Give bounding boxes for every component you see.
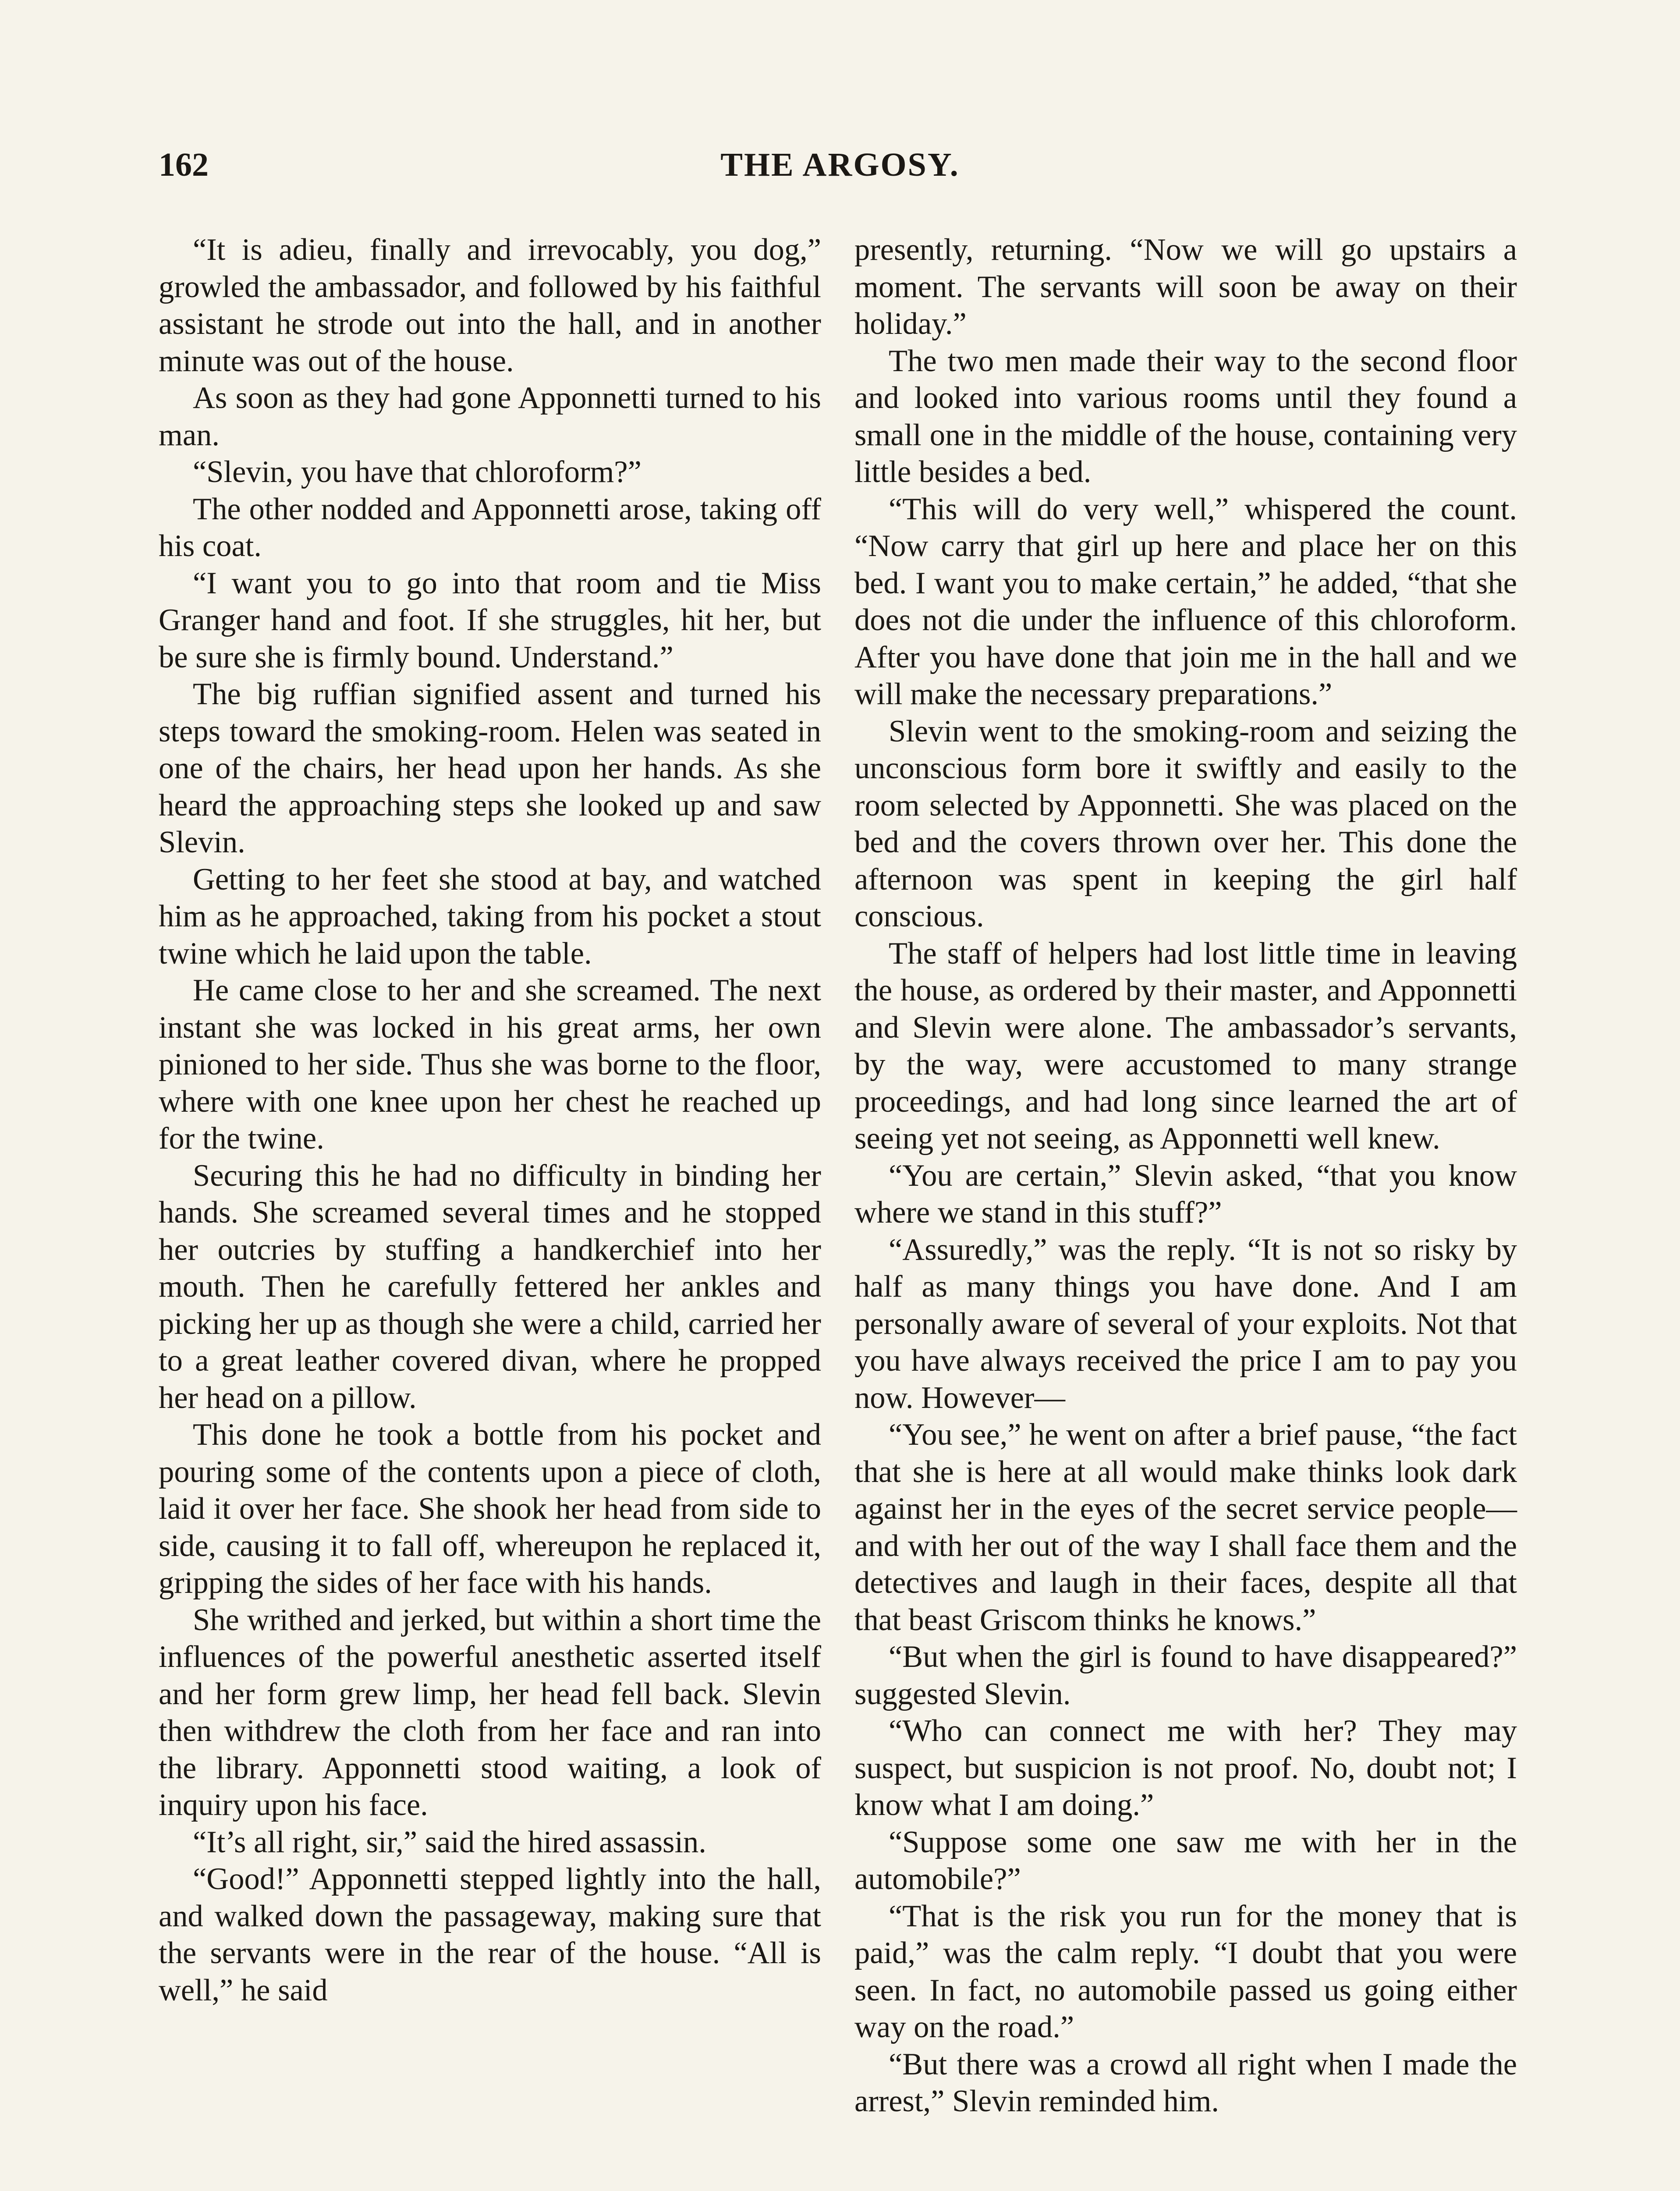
- paragraph: “But there was a crowd all right when I made the arrest,” Slevin reminded him.: [854, 2047, 1517, 2118]
- page-number: 162: [159, 146, 209, 183]
- paragraph: “You are certain,” Slevin asked, “that you know where we stand in this stuff?”: [854, 1158, 1517, 1230]
- paragraph: “It’s all right, sir,” said the hired assassin.: [193, 1825, 706, 1859]
- paragraph: Slevin went to the smoking-room and seizing the unconscious form bore it swiftly and easily to the room selected by Apponnetti. She was placed on the bed and the covers thrown over her. This done the afternoon was spent in keeping the girl half conscious.: [854, 714, 1517, 933]
- paragraph: “Suppose some one saw me with her in the automobile?”: [854, 1825, 1517, 1896]
- paragraph: The two men made their way to the second floor and looked into various rooms until they found a small one in the middle of the house, containing very little besides a bed.: [854, 344, 1517, 489]
- paragraph: The other nodded and Apponnetti arose, taking off his coat.: [159, 492, 821, 563]
- paragraph: “Slevin, you have that chloroform?”: [193, 455, 642, 489]
- paragraph: “But when the girl is found to have disappeared?” suggested Slevin.: [854, 1640, 1517, 1711]
- paragraph: This done he took a bottle from his pocket and pouring some of the contents upon a piece of cloth, laid it over her face. She shook her head from side to side, causing it to fall off, whereupon he replaced it, gripping the sides of her face with his hands.: [159, 1418, 821, 1600]
- paragraph: The big ruffian signified assent and turned his steps toward the smoking-room. Helen was seated in one of the chairs, her head upon her hands. As she heard the approaching steps she looked up and saw Slevin.: [159, 677, 821, 859]
- paragraph: “This will do very well,” whispered the count. “Now carry that girl up here and place her on this bed. I want you to make certain,” he added, “that she does not die under the influence of this chloroform. After you have done that join me in the hall and we will make the necessary preparations.”: [854, 492, 1517, 711]
- paragraph: “Assuredly,” was the reply. “It is not so risky by half as many things you have done. And I am personally aware of several of your exploits. Not that you have always received the price I am to pay you now. However—: [854, 1232, 1517, 1415]
- paragraph: The staff of helpers had lost little time in leaving the house, as ordered by their master, and Apponnetti and Slevin were alone. The ambassador’s servants, by the way, were accustomed to many strange proceedings, and had long since learned the art of seeing yet not seeing, as Apponnetti well knew.: [854, 936, 1517, 1156]
- left-column: [159, 231, 821, 2009]
- paragraph: Getting to her feet she stood at bay, and watched him as he approached, taking from his pocket a stout twine which he laid upon the table.: [159, 862, 821, 971]
- paragraph: He came close to her and she screamed. The next instant she was locked in his great arms, her own pinioned to her side. Thus she was borne to the floor, where with one knee upon her chest he reached up for the twine.: [159, 973, 821, 1156]
- right-column: [854, 231, 1517, 2120]
- paragraph: “It is adieu, finally and irrevocably, you dog,” growled the ambassador, and followed by his faithful assistant he strode out into the hall, and in another minute was out of the house.: [159, 233, 821, 378]
- paragraph: She writhed and jerked, but within a short time the influences of the powerful anesthetic asserted itself and her form grew limp, her head fell back. Slevin then withdrew the cloth from her face and ran into the library. Apponnetti stood waiting, a look of inquiry upon his face.: [159, 1602, 821, 1822]
- paragraph: “Good!” Apponnetti stepped lightly into the hall, and walked down the passageway, making sure that the servants were in the rear of the house. “All is well,” he said: [159, 1862, 821, 2007]
- paragraph: As soon as they had gone Apponnetti turned to his man.: [159, 381, 821, 452]
- paragraph: Securing this he had no difficulty in binding her hands. She screamed several times and he stopped her outcries by stuffing a handkerchief into her mouth. Then he carefully fettered her ankles and picking her up as though she were a child, carried her to a great leather covered divan, where he propped her head on a pillow.: [159, 1158, 821, 1415]
- paragraph: “You see,” he went on after a brief pause, “the fact that she is here at all would make thinks look dark against her in the eyes of the secret service people—and with her out of the way I shall face them and the detectives and laugh in their faces, despite all that that beast Griscom thinks he knows.”: [854, 1418, 1517, 1637]
- paragraph: “Who can connect me with her? They may suspect, but suspicion is not proof. No, doubt not; I know what I am doing.”: [854, 1714, 1517, 1822]
- paragraph: “That is the risk you run for the money that is paid,” was the calm reply. “I doubt that you were seen. In fact, no automobile passed us going either way on the road.”: [854, 1899, 1517, 2044]
- paragraph-continued: presently, returning. “Now we will go upstairs a moment. The servants will soon be away on their holiday.”: [854, 233, 1517, 341]
- paragraph: “I want you to go into that room and tie Miss Granger hand and foot. If she struggles, hit her, but be sure she is firmly bound. Understand.”: [159, 566, 821, 674]
- running-head: THE ARGOSY.: [720, 146, 960, 183]
